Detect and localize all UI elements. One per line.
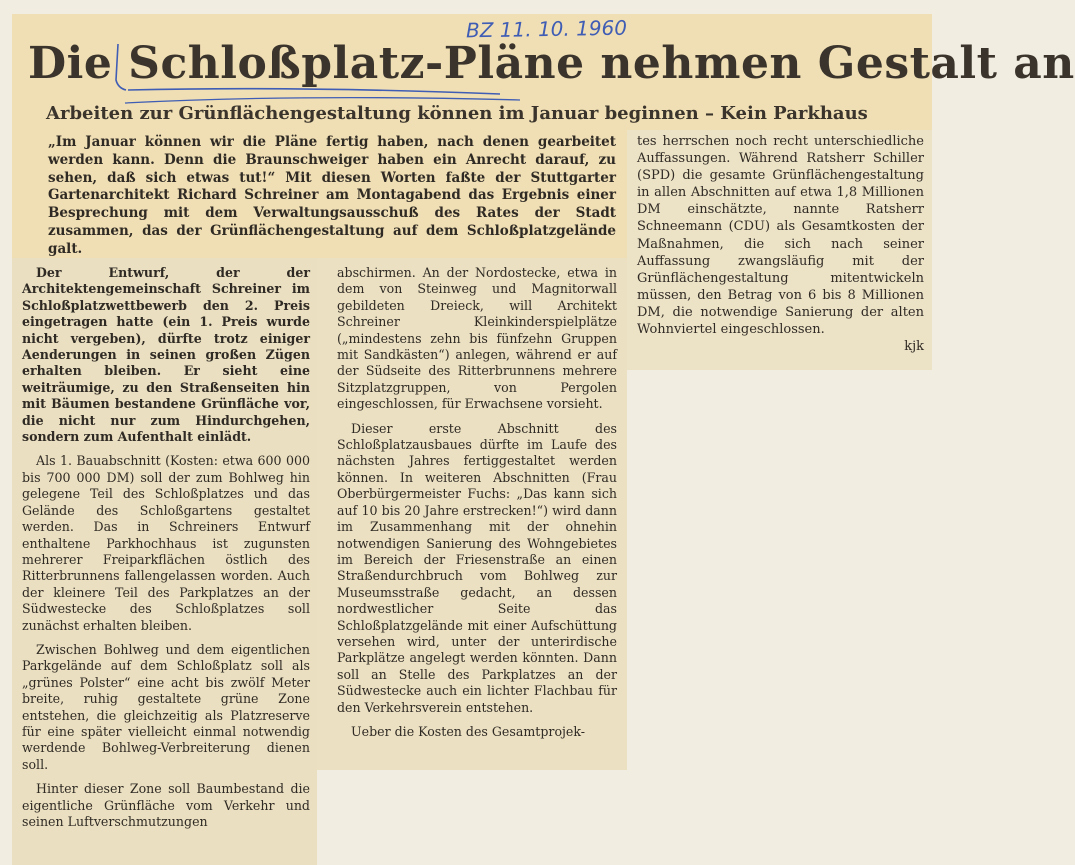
paragraph: Der Entwurf, der der Architektengemeinschaft Schreiner im Schloßplatzwettbewerb den 2. Preis eingetragen hatte (ein 1. Preis wurde nicht vergeben), dürfte trotz einiger Aenderungen in seinen großen Zügen erhalten bleiben. Er sieht eine weiträumige, zu den Straßenseiten hin mit Bäumen bestandene Grünfläche vor, die nicht nur zum Hindurchgehen, sondern zum Aufenthalt einlädt.: [22, 265, 310, 445]
author-signature: kjk: [904, 339, 924, 355]
article-column-3: [637, 133, 924, 355]
paragraph: tes herrschen noch recht unterschiedliche Auffassungen. Während Ratsherr Schiller (SPD) die gesamte Grünflächengestaltung in allen Abschnitten auf etwa 1,8 Millionen DM einschätzte, nannte Ratsherr Schneemann (CDU) als Gesamtkosten der Maßnahmen, die sich nach seiner Auffassung zwangsläufig mit der Grünflächengestaltung mitentwickeln müssen, den Betrag von 6 bis 8 Millionen DM, die notwendige Sanierung der alten Wohnviertel eingeschlossen.: [637, 134, 924, 338]
paragraph: Als 1. Bauabschnitt (Kosten: etwa 600 000 bis 700 000 DM) soll der zum Bohlweg hin gelegene Teil des Schloßplatzes und das Gelände des Schloßgartens gestaltet werden. Das in Schreiners Entwurf enthaltene Parkhochhaus ist zugunsten mehrerer Freiparkflächen östlich des Ritterbrunnens fallengelassen worden. Auch der kleinere Teil des Parkplatzes an der Südwestecke des Schloßplatzes soll zunächst erhalten bleiben.: [22, 453, 310, 633]
paragraph: Hinter dieser Zone soll Baumbestand die eigentliche Grünfläche vom Verkehr und seinen Luftverschmutzungen: [22, 781, 310, 829]
paragraph: Zwischen Bohlweg und dem eigentlichen Parkgelände auf dem Schloßplatz soll als „grünes Polster“ eine acht bis zwölf Meter breite, ruhig gestaltete grüne Zone entstehen, die gleichzeitig als Platzreserve für eine später vielleicht einmal notwendig werdende Bohlweg-Verbreiterung dienen soll.: [22, 641, 310, 772]
subheadline: Arbeiten zur Grünflächengestaltung können im Januar beginnen – Kein Parkhaus: [46, 103, 868, 124]
intro-paragraph: „Im Januar können wir die Pläne fertig haben, nach denen gearbeitet werden kann. Denn die Braunschweiger haben ein Anrecht darauf, zu sehen, daß sich etwas tut!“ Mit diesen Worten faßte der Stuttgarter Gartenarchitekt Richard Schreiner am Montagabend das Ergebnis einer Besprechung mit dem Verwaltungsausschuß des Rates der Stadt zusammen, das der Grünflächengestaltung auf dem Schloßplatzgelände galt.: [48, 134, 616, 257]
handwritten-date-note: BZ 11. 10. 1960: [465, 15, 628, 43]
headline: Die Schloßplatz-Pläne nehmen Gestalt an: [28, 38, 1075, 89]
article-column-2: [337, 265, 617, 740]
paragraph: abschirmen. An der Nordostecke, etwa in dem von Steinweg und Magnitorwall gebildeten Dreieck, will Architekt Schreiner Kleinkinderspielplätze („mindestens zehn bis fünfzehn Gruppen mit Sandkästen“) anlegen, während er auf der Südseite des Ritterbrunnens mehrere Sitzplatzgruppen, von Pergolen eingeschlossen, für Erwachsene vorsieht.: [337, 265, 617, 412]
paragraph: Ueber die Kosten des Gesamtprojek-: [351, 723, 586, 739]
paragraph: Dieser erste Abschnitt des Schloßplatzausbaues dürfte im Laufe des nächsten Jahres fertiggestaltet werden können. In weiteren Abschnitten (Frau Oberbürgermeister Fuchs: „Das kann sich auf 10 bis 20 Jahre erstrecken!“) wird dann im Zusammenhang mit der ohnehin notwendigen Sanierung des Wohngebietes im Bereich der Friesenstraße an einen Straßendurchbruch vom Bohlweg zur Museumsstraße gedacht, an dessen nordwestlicher Seite das Schloßplatzgelände mit einer Aufschüttung versehen wird, unter der unterirdische Parkplätze angelegt werden könnten. Dann soll an Stelle des Parkplatzes an der Südwestecke auch ein lichter Flachbau für den Verkehrsverein entstehen.: [337, 420, 617, 715]
article-column-1: [22, 265, 310, 830]
